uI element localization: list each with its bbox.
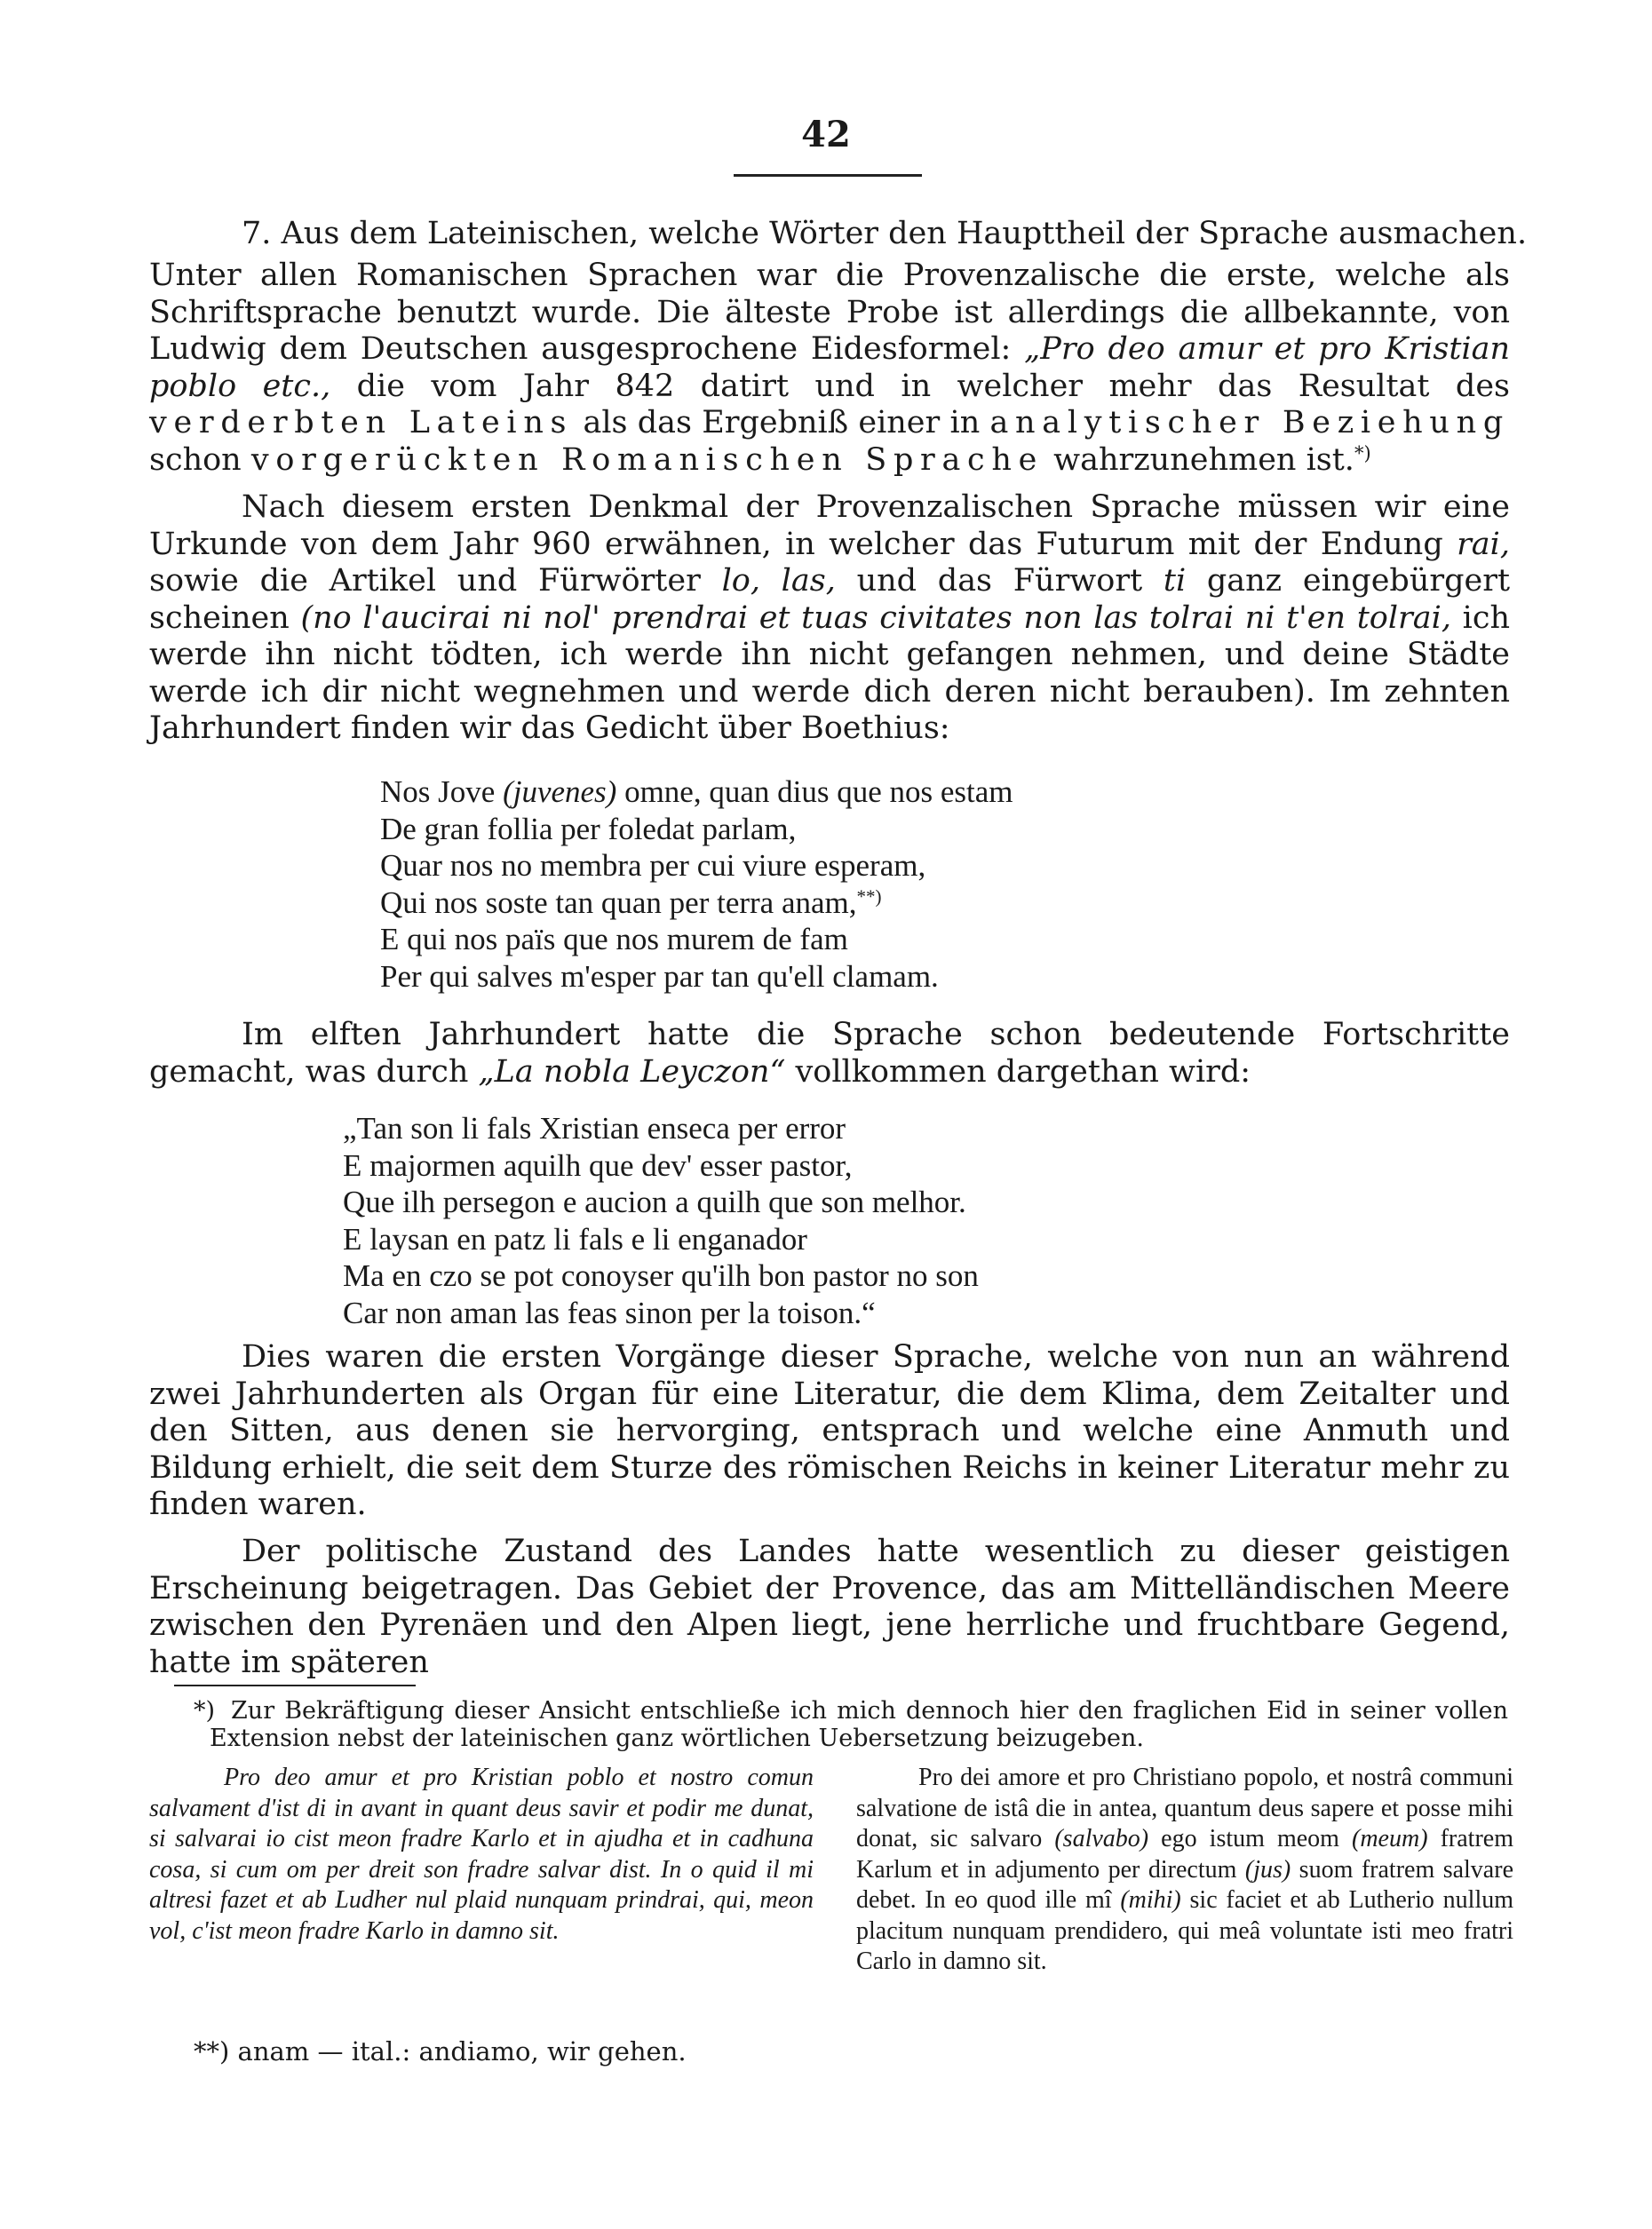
footnote-oath-latin bbox=[856, 1763, 1513, 1978]
footnote-2-text-1: anam — bbox=[229, 2036, 352, 2066]
para1-spaced-2: analytischer Beziehung bbox=[989, 405, 1510, 440]
latin-text-4: suom fratrem salvare debet. In eo quod ille mî bbox=[856, 1855, 1513, 1914]
para1-text-2: die vom Jahr 842 datirt und in welcher mehr das Resultat des bbox=[330, 368, 1510, 404]
footnote-1 bbox=[194, 1697, 1508, 1752]
footnote-1-text: Zur Bekräftigung dieser Ansicht entschließe ich mich dennoch hier den fraglichen Eid in seiner vollen Extension nebst der lateinischen ganz wörtlichen Uebersetzung beizugeben. bbox=[210, 1697, 1508, 1752]
paragraph-3 bbox=[149, 1017, 1510, 1091]
para2-text-4: ganz eingebürgert scheinen bbox=[149, 563, 1511, 636]
latin-text-1: Pro dei amore et pro Christiano popolo, et nostrâ communi salvatione de istâ die in antea, quantum deus sapere et posse mihi donat, sic salvaro bbox=[856, 1764, 1513, 1852]
para2-text-5: ich werde ihn nicht tödten, ich werde ihn nicht gefangen nehmen, und deine Städte werde ich dir nicht wegnehmen und werde dich deren nicht berauben). Im zehnten Jahrhundert finden wir das Gedicht über Boethius: bbox=[149, 599, 1510, 746]
latin-gloss: (jus) bbox=[1244, 1855, 1291, 1884]
para2-ending: rai, bbox=[1457, 526, 1510, 562]
footnote-mark: **) bbox=[194, 2036, 230, 2066]
footnote-2 bbox=[194, 2038, 993, 2066]
para1-spaced-1: verderbten Lateins bbox=[149, 405, 574, 440]
latin-gloss: (meum) bbox=[1352, 1825, 1428, 1852]
poem-line: E majormen aquilh que dev' esser pastor, bbox=[343, 1147, 853, 1183]
para2-pronoun: ti bbox=[1163, 563, 1187, 599]
para1-oath-quote: „Pro deo amur et pro Kristian poblo etc., bbox=[149, 331, 1510, 404]
para2-text-1: Nach diesem ersten Denkmal der Provenzalischen Sprache müssen wir eine Urkunde von dem Jahr 960 erwähnen, in welcher das Futurum mit der Endung bbox=[149, 489, 1510, 562]
section-heading: 7. Aus dem Lateinischen, welche Wörter den Haupttheil der Sprache ausmachen. bbox=[242, 216, 1528, 251]
paragraph-1 bbox=[149, 258, 1510, 479]
footnote-ref-1: *) bbox=[1354, 441, 1371, 464]
poem-gloss: (juvenes) bbox=[503, 774, 617, 809]
poem-line-text: Qui nos soste tan quan per terra anam, bbox=[380, 884, 857, 920]
footnote-2-text-2: ital.: bbox=[351, 2036, 411, 2066]
poem-line-text: omne, quan dius que nos estam bbox=[616, 774, 1013, 809]
para2-text-2: sowie die Artikel und Fürwörter bbox=[149, 563, 722, 599]
para1-text-4: schon bbox=[149, 441, 251, 478]
latin-gloss: (mihi) bbox=[1120, 1886, 1181, 1914]
poem-line: „Tan son li fals Xristian enseca per error bbox=[343, 1111, 846, 1146]
para1-spaced-3: vorgerückten Romanischen Sprache bbox=[250, 441, 1044, 478]
footnote-mark: *) bbox=[194, 1697, 216, 1725]
footnote-2-text-4: wir gehen. bbox=[546, 2036, 687, 2066]
poem-line: Que ilh persegon e aucion a quilh que son melhor. bbox=[343, 1185, 966, 1219]
para2-articles: lo, las, bbox=[721, 563, 836, 599]
poem-line bbox=[380, 884, 1013, 922]
paragraph-4: Dies waren die ersten Vorgänge dieser Sprache, welche von nun an während zwei Jahrhunderten als Organ für eine Literatur, die dem Klima, dem Zeitalter und den Sitten, aus denen sie hervorging, entsprach und welche eine Anmuth und Bildung erhielt, die seit dem Sturze des römischen Reichs in keiner Literatur mehr zu finden waren. bbox=[149, 1339, 1510, 1522]
poem-line: Car non aman las feas sinon per la toison.“ bbox=[343, 1295, 876, 1330]
para1-text-5: wahrzunehmen ist. bbox=[1044, 441, 1354, 478]
poem-line: Quar nos no membra per cui viure esperam, bbox=[380, 848, 926, 883]
page-number: 42 bbox=[801, 114, 851, 155]
para1-text-3: als das Ergebniß einer in bbox=[573, 405, 990, 440]
para2-charter-quote: (no l'aucirai ni nol' prendrai et tuas civitates non las tolrai ni t'en tolrai, bbox=[300, 599, 1451, 636]
poem-line-text: Nos Jove bbox=[380, 774, 504, 809]
poem-line: Per qui salves m'esper par tan qu'ell clamam. bbox=[380, 958, 939, 994]
poem-line: E qui nos païs que nos murem de fam bbox=[380, 922, 848, 956]
poem-line bbox=[380, 773, 1013, 811]
latin-gloss: (salvabo) bbox=[1054, 1825, 1149, 1852]
footnote-rule bbox=[174, 1685, 416, 1686]
latin-text-5: sic faciet et ab Lutherio nullum placitum nunquam prendidero, qui meâ voluntate isti meo fratri Carlo in damno sit. bbox=[856, 1886, 1513, 1975]
paragraph-2 bbox=[149, 489, 1510, 748]
para3-text-1: Im elften Jahrhundert hatte die Sprache schon bedeutende Fortschritte gemacht, was durch bbox=[149, 1017, 1510, 1090]
footnote-2-text-3: andiamo, bbox=[410, 2036, 547, 2066]
paragraph-5: Der politische Zustand des Landes hatte wesentlich zu dieser geistigen Erscheinung beigetragen. Das Gebiet der Provence, das am Mittelländischen Meere zwischen den Pyrenäen und den Alpen liegt, jene herrliche und fruchtbare Gegend, hatte im späteren bbox=[149, 1534, 1510, 1680]
para2-text-3: und das Fürwort bbox=[835, 563, 1164, 599]
para3-title: „La nobla Leyczon“ bbox=[478, 1053, 786, 1090]
poem-line: De gran follia per foledat parlam, bbox=[380, 811, 797, 846]
poem-line: E laysan en patz li fals e li enganador bbox=[343, 1221, 807, 1257]
poem-nobla-leyczon bbox=[343, 1110, 979, 1331]
footnote-oath-provencal: Pro deo amur et pro Kristian poblo et nostro comun salvament d'ist di in avant in quant deus savir et podir me dunat, si salvarai io cist meon fradre Karlo et in ajudha et in cadhuna cosa, si cum om per dreit son fradre salvar dist. In o quid il mi altresi fazet et ab Ludher nul plaid nunquam prindrai, qui, meon vol, c'ist meon fradre Karlo in damno sit. bbox=[149, 1764, 814, 1945]
latin-text-3: fratrem Karlum et in adjumento per directum bbox=[856, 1825, 1513, 1884]
header-rule bbox=[734, 174, 922, 177]
latin-text-2: ego istum meom bbox=[1148, 1825, 1353, 1852]
poem-line: Ma en czo se pot conoyser qu'ilh bon pastor no son bbox=[343, 1258, 979, 1293]
footnote-ref-2: **) bbox=[856, 884, 882, 907]
poem-boethius bbox=[380, 773, 1013, 995]
para1-text-1: Unter allen Romanischen Sprachen war die Provenzalische die erste, welche als Schriftsprache benutzt wurde. Die älteste Probe ist allerdings die allbekannte, von Ludwig dem Deutschen ausgesprochene Eidesformel: bbox=[149, 258, 1510, 367]
para3-text-2: vollkommen dargethan wird: bbox=[785, 1053, 1251, 1090]
